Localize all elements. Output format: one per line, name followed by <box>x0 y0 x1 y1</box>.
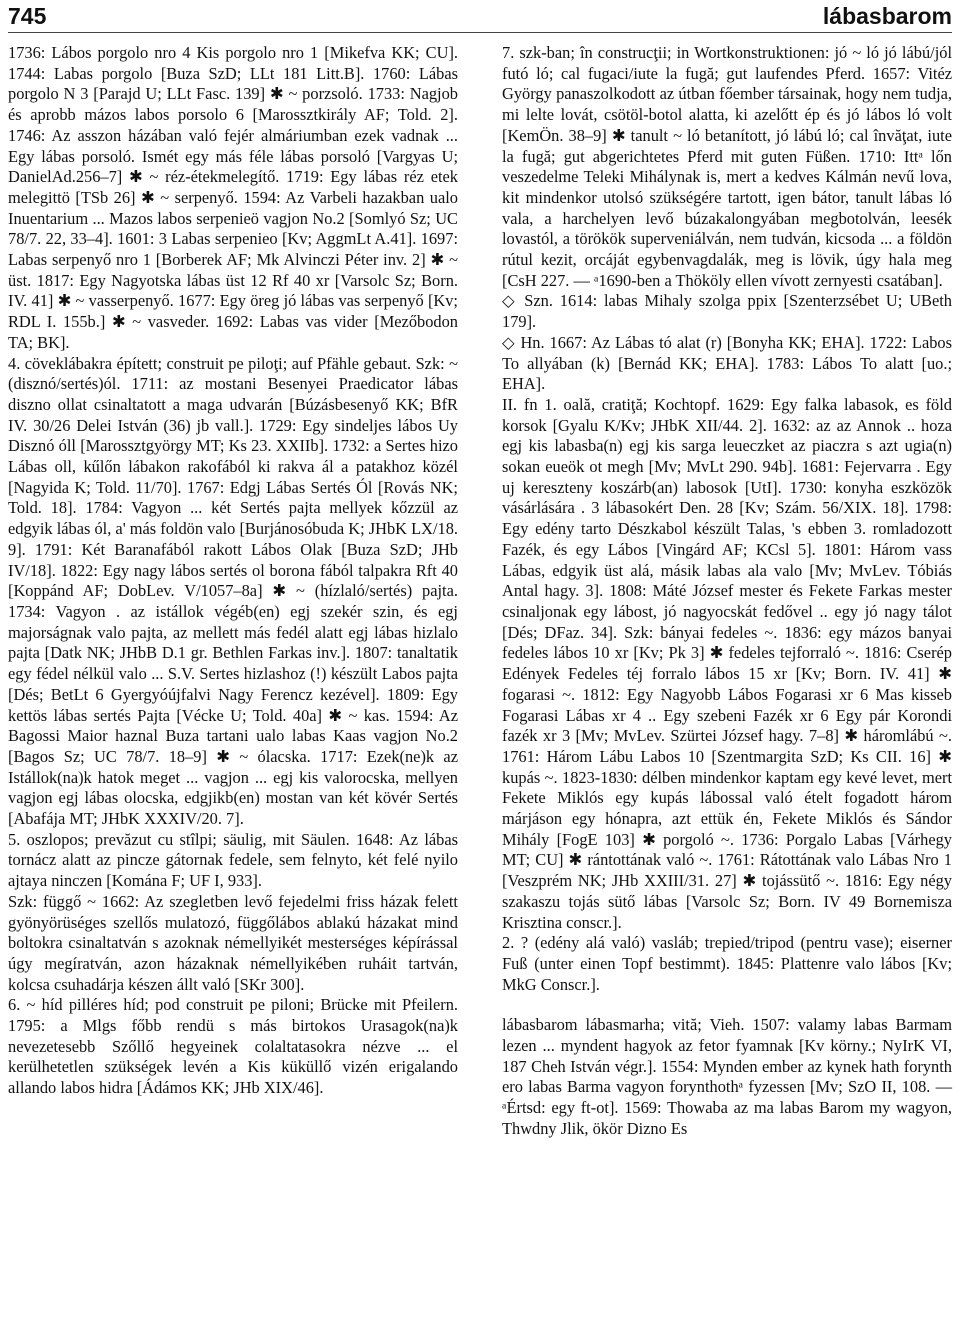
page-number: 745 <box>8 2 47 29</box>
entry-paragraph: 7. szk-ban; în construcţii; in Wortkonstruktionen: jó ~ ló jó lábú/jól futó ló; cal fugaci/iute la fugă; gut laufendes Pferd. 1657: Vitéz György panaszolkodott az útban főember társainak, hogy nem tudja, mi lelte lovát, csötöl-botol alatta, ki azelőtt ép és jó lábos ló volt [KemÖn. 38–9] ✱ tanult ~ ló betanított, jó lábú ló; cal învăţat, iute la fugă; gut abgerichtetes Pferd mit guten Füßen. 1710: Ittᵃ lőn veszedelme Teleki Mihálynak is, mert a kedves Kálmán nevű lova, kit mindenkor utolsó szükségére tartott, igen bátor, tanult lábas ló vala, a harchelyen levő búzakalongyában megbotolván, leesék lovastól, a törökök superveniálván, nem tudván, kicsoda ... a földön rútul kezit, orcáját egybenvagdalák, meg is lövik, úgy hala meg [CsH 227. — ᵃ1690-ben a Thököly ellen vívott zernyesti csatában]. <box>502 43 952 290</box>
entry-paragraph: lábasbarom lábasmarha; vită; Vieh. 1507: valamy labas Barmam lezen ... myndent hagyok az fetor fyamnak [Kv körny.; NyIrK VI, 187 Cheh István végr.]. 1554: Mynden ember az kynek hath forynth ero labas Barma vagyon forynthothᵃ fyzessen [Mv; SzO II, 108. — ᵃÉrtsd: egy ft-ot]. 1569: Thowaba az ma labas Barom my wagyon, Thwdny Jlik, ökör Dizno Es <box>502 1015 952 1138</box>
text-columns <box>8 43 952 1140</box>
entry-paragraph: ◇ Szn. 1614: labas Mihaly szolga ppix [Szenterzsébet U; UBeth 179]. <box>502 291 952 332</box>
entry-paragraph: 6. ~ híd pilléres híd; pod construit pe piloni; Brücke mit Pfeilern. 1795: a Mlgs főbb rendü s más birtokos Urasagok(na)k nevezetesebb Szőllő hegyeinek colaltatasokra nézve ... el kerülhetetlen szükségek levén a Kis küküllő vizén erigalando allando labos hidra [Ádámos KK; JHb XIX/46]. <box>8 995 458 1098</box>
entry-paragraph: 5. oszlopos; prevăzut cu stîlpi; säulig, mit Säulen. 1648: Az lábas tornácz alatt az pincze gátornak fedele, sem felnyto, két felé nyilo ajtaya ninczen [Komána F; UF I, 933]. <box>8 829 458 891</box>
left-column <box>8 43 458 1140</box>
right-column <box>502 43 952 1140</box>
entry-paragraph: 1736: Lábos porgolo nro 4 Kis porgolo nro 1 [Mikefva KK; CU]. 1744: Labas porgolo [Buza SzD; LLt 181 Litt.B]. 1760: Lábas porgolo N 3 [Parajd U; LLt Fasc. 139] ✱ ~ porzsoló. 1733: Nagjob és aprobb mázos labos porsolo 6 [Marossztkirály AF; Told. 2]. 1746: Az asszon házában való fejér almáriumban ezek vadnak ... Egy lábas porsoló. Ismét egy más féle lábas porsoló [Vargyas U; DanielAd.256–7] ✱ ~ réz-étekmelegítő. 1719: Egy lábas réz etek melegittö [TSb 26] ✱ ~ serpenyő. 1594: Az Varbeli hazakban ualo Inuentarium ... Mazos labos serpenieö vagjon No.2 [Somlyó Sz; UC 78/7. 22, 33–4]. 1601: 3 Labas serpenieo [Kv; AggmLt A.41]. 1697: Labas serpenyő nro 1 [Borberek AF; Mk Alvinczi Péter inv. 2] ✱ ~ üst. 1817: Egy Nagyotska lábas üst 12 Rf 40 xr [Varsolc Sz; Born. IV. 41] ✱ ~ vasserpenyő. 1677: Egy öreg jó lábas vas serpenyő [Kv; RDL I. 155b.] ✱ ~ vasveder. 1692: Labas vas vider [Mezőbodon TA; BK]. <box>8 43 458 352</box>
page-header <box>8 0 952 33</box>
entry-paragraph: II. fn 1. oală, cratiţă; Kochtopf. 1629: Egy falka labasok, es föld korsok [Gyalu K/Kv; JHbK XII/44. 2]. 1632: az az Annok .. hoza egj kis labasba(n) egj kis sarga leueczket az piaczra s azt ugia(n) sokan eueök ot megh [Mv; MvLt 290. 94b]. 1681: Fejervarra . Egy uj kereszteny koszárb(an) labosok [UtI]. 1730: konyha eszközök vásárlására . 3 lábasokért Den. 28 [Kv; Szám. 56/XIX. 18]. 1798: Egy edény tarto Dészkabol készült Talas, 's ebben 3. romladozott Fazék, és egy Lábos [Vingárd AF; KCsl 5]. 1801: Három vass Lábas, edgyik üst alá, másik labas ala valo [Mv; MvLev. Tóbiás Antal hagy. 3]. 1808: Máté József mester és Fekete Farkas mester csinaljonak egy lábost, jó nagyocskát fedővel .. egy jó nagy tálot [Dés; DFaz. 34]. Szk: bányai fedeles ~. 1836: egy mázos banyai fedeles lábos 10 xr [Kv; Pk 3] ✱ fedeles tejforraló ~. 1816: Cserép Edények Fedeles téj forralo lábos 15 xr [Kv; Born. IV. 41] ✱ fogarasi ~. 1812: Egy Nagyobb Lábos Fogarasi xr 6 Mas kisseb Fogarasi Lábas xr 4 .. Egy szebeni Fazék xr 6 Egy pár Korondi fazék xr 3 [Mv; MvLev. Szürtei József hagy. 7–8] ✱ háromlábú ~. 1761: Három Lábu Labos 10 [Szentmargita SzD; Ks CII. 16] ✱ kupás ~. 1823-1830: délben mindenkor kaptam egy kevé levet, mert Fekete Miklós egy kupás lábossal való ételt fogadott három márjáson egy hónapra, azt ettük én, Fekete Miklós és Sándor Mihály [FogE 103] ✱ porgoló ~. 1736: Porgalo Labas [Várhegy MT; CU] ✱ rántottának való ~. 1761: Rátottának valo Lábas Nro 1 [Veszprém NK; JHb XXIII/31. 27] ✱ tojássütő ~. 1816: Egy négy szakaszu tojás sütő lábas [Varsolc Sz; Born. IV 49 Bornemisza Krisztina conscr.]. <box>502 394 952 932</box>
running-headword: lábasbarom <box>822 2 952 29</box>
entry-paragraph: 4. cöveklábakra épített; construit pe piloţi; auf Pfähle gebaut. Szk: ~ (disznó/sertés)ól. 1711: az mostani Besenyei Praedicator lábas diszno ollat csinaltatott a maga udvarán [Búzásbesenyő KK; BfR IV. 30/26 Delei István (36) jb vall.]. 1729: Egy sindeljes lábos Uy Disznó óll [Marossztgyörgy MT; Ks 23. XXIIb]. 1732: a Sertes hizo Lábas oll, kűlőn lábakon rakofából ki rakva ál a patakhoz közél [Nagyida K; Told. 11/70]. 1767: Edgj Lábas Sertés Ól [Rovás NK; Told. 18]. 1784: Vagyon ... két Sertés pajta mellyek kőzzül az edgyik lábas ól, a' más foldön valo [Burjánosóbuda K; JHbK LX/18. 9]. 1791: Két Baranafából rakott Lábos Olak [Buza SzD; JHb IV/18]. 1822: Egy nagy lábos sertés ol borona fából talpakra Rft 40 [Koppánd AF; DobLev. V/1057–8a] ✱ ~ (hízlaló/sertés) pajta. 1734: Vagyon . az istállok végéb(en) egj szekér szin, és egj majorságnak valo pajta, az mellett más fedél alatt egj lábas hizlalo pajta [Datk NK; JHbB D.1 gr. Bethlen Farkas inv.]. 1807: tanaltatik egy fédel nélkül valo ... S.V. Sertes hizlashoz (!) készült Labos pajta [Dés; BetLt 6 Gyergyóújfalvi Nagy Ferencz kezével]. 1809: Egy kettös lábas sertés Pajta [Vécke U; Told. 40a] ✱ ~ kas. 1594: Az Bagossi Maior haznal Buza tartani ualo labas Kaas vagjon No.2 [Bagos Sz; UC 78/7. 18–9] ✱ ~ ólacska. 1717: Ezek(ne)k az Istállok(na)k hatok meget ... vagjon ... egj kis valorocska, mellyen vagjon egj lábas olocska, edgjikb(en) mostan van két kövér Sertés [Abafája MT; JHbK XXXIV/20. 7]. <box>8 353 458 829</box>
entry-paragraph: ◇ Hn. 1667: Az Lábas tó alat (r) [Bonyha KK; EHA]. 1722: Labos To allyában (k) [Bernád KK; EHA]. 1783: Lábos To alatt [uo.; EHA]. <box>502 332 952 394</box>
entry-spacer <box>502 995 952 1015</box>
entry-paragraph: 2. ? (edény alá való) vasláb; trepied/tripod (pentru vase); eiserner Fuß (unter einen Topf bestimmt). 1845: Plattenre valo lábos [Kv; MkG Conscr.]. <box>502 933 952 994</box>
entry-paragraph: Szk: függő ~ 1662: Az szegletben levő fejedelmi friss házak felett gyönyörüséges szellős mulatozó, függőlábos ablakú házakat mind boltokra csinaltatván s azoknak némellyikét mesterséges képírással úgy megíratván, azon házaknak némellyikében ruháit tartván, kolcsa csuhadárja készen állt való [SKr 300]. <box>8 891 458 994</box>
